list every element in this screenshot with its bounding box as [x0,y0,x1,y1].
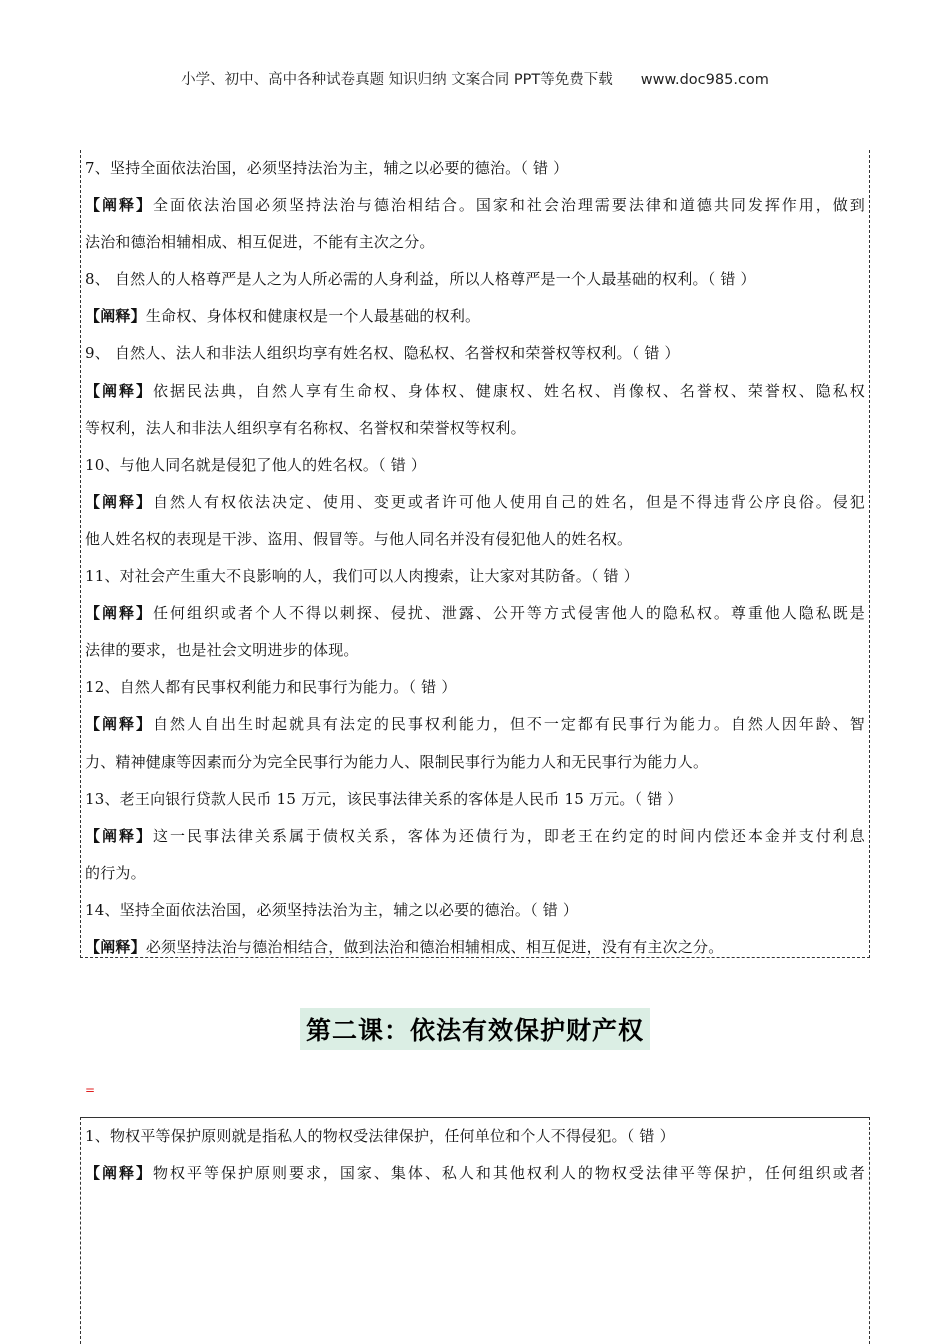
explanation-text: 自然人自出生时起就具有法定的民事权利能力，但不一定都有民事行为能力。自然人因年龄、智 [152,715,865,734]
explanation-text: 自然人有权依法决定、使用、变更或者许可他人使用自己的姓名，但是不得违背公序良俗。侵犯 [152,492,865,511]
explanation-line [81,373,869,410]
explanation-text: 的行为。 [85,863,146,882]
explanation-text: 全面依法治国必须坚持法治与德治相结合。国家和社会治理需要法律和道德共同发挥作用，做到 [152,196,865,215]
qa-box-lesson-1 [80,150,870,958]
explanation-line [81,187,869,224]
explanation-line [81,484,869,521]
explanation-continuation [81,744,869,781]
explanation-label: 【阐释】 [85,307,146,326]
header-text: 小学、初中、高中各种试卷真题 知识归纳 文案合同 PPT等免费下载 [181,72,613,88]
explanation-label: 【阐释】 [85,604,153,623]
question-text: 13、老王向银行贷款人民币 15 万元，该民事法律关系的客体是人民币 15 万元。（ 错 ） [85,789,683,808]
explanation-label: 【阐释】 [85,826,153,845]
question-line [81,150,869,187]
explanation-line [81,929,869,966]
question-text: 14、坚持全面依法治国，必须坚持法治为主，辅之以必要的德治。（ 错 ） [85,900,579,919]
question-line [81,1118,869,1155]
explanation-text: 法治和德治相辅相成、相互促进，不能有主次之分。 [85,233,435,252]
explanation-label: 【阐释】 [85,381,153,400]
explanation-continuation [81,410,869,447]
explanation-label: 【阐释】 [85,937,146,956]
explanation-label: 【阐释】 [85,1163,153,1182]
question-line [81,447,869,484]
explanation-label: 【阐释】 [85,715,153,734]
explanation-text: 生命权、身体权和健康权是一个人最基础的权利。 [145,307,481,326]
question-text: 9、 自然人、法人和非法人组织均享有姓名权、隐私权、名誉权和荣誉权等权利。（ 错 ） [85,344,680,363]
question-line [81,335,869,372]
question-line [81,558,869,595]
explanation-text: 法律的要求，也是社会文明进步的体现。 [85,641,359,660]
explanation-continuation [81,855,869,892]
explanation-line [81,706,869,743]
explanation-text: 物权平等保护原则要求，国家、集体、私人和其他权利人的物权受法律平等保护，任何组织或者 [152,1163,865,1182]
explanation-text: 这一民事法律关系属于债权关系，客体为还债行为，即老王在约定的时间内偿还本金并支付利息 [152,826,865,845]
explanation-text: 力、精神健康等因素而分为完全民事行为能力人、限制民事行为能力人和无民事行为能力人。 [85,752,709,771]
explanation-label: 【阐释】 [85,492,153,511]
question-text: 11、对社会产生重大不良影响的人，我们可以人肉搜索，让大家对其防备。（ 错 ） [85,567,639,586]
explanation-continuation [81,224,869,261]
question-line [81,261,869,298]
question-text: 10、与他人同名就是侵犯了他人的姓名权。（ 错 ） [85,455,427,474]
lesson-title [0,1008,950,1050]
explanation-text: 他人姓名权的表现是干涉、盗用、假冒等。与他人同名并没有侵犯他人的姓名权。 [85,529,633,548]
explanation-continuation [81,521,869,558]
lesson-title-text: 第二课：依法有效保护财产权 [300,1008,650,1050]
explanation-label: 【阐释】 [85,196,153,215]
header-url: www.doc985.com [640,72,769,88]
explanation-line [81,595,869,632]
explanation-continuation [81,632,869,669]
explanation-text: 任何组织或者个人不得以刺探、侵扰、泄露、公开等方式侵害他人的隐私权。尊重他人隐私既是 [152,604,865,623]
explanation-line [81,298,869,335]
explanation-line [81,1155,869,1192]
explanation-text: 等权利，法人和非法人组织享有名称权、名誉权和荣誉权等权利。 [85,418,526,437]
explanation-text: 必须坚持法治与德治相结合，做到法治和德治相辅相成、相互促进，没有有主次之分。 [145,937,724,956]
qa-box-lesson-2 [80,1117,870,1344]
question-text: 1、物权平等保护原则就是指私人的物权受法律保护，任何单位和个人不得侵犯。（ 错 ） [85,1127,675,1145]
page-header [0,68,950,89]
question-line [81,892,869,929]
question-line [81,669,869,706]
question-text: 8、 自然人的人格尊严是人之为人所必需的人身利益，所以人格尊严是一个人最基础的权利。（ 错 ） [85,270,756,289]
explanation-text: 依据民法典，自然人享有生命权、身体权、健康权、姓名权、肖像权、名誉权、荣誉权、隐私权 [152,381,865,400]
explanation-line [81,818,869,855]
question-text: 7、坚持全面依法治国，必须坚持法治为主，辅之以必要的德治。（ 错 ） [85,159,569,177]
question-line [81,781,869,818]
red-marker: = [85,1083,96,1097]
question-text: 12、自然人都有民事权利能力和民事行为能力。（ 错 ） [85,678,457,697]
